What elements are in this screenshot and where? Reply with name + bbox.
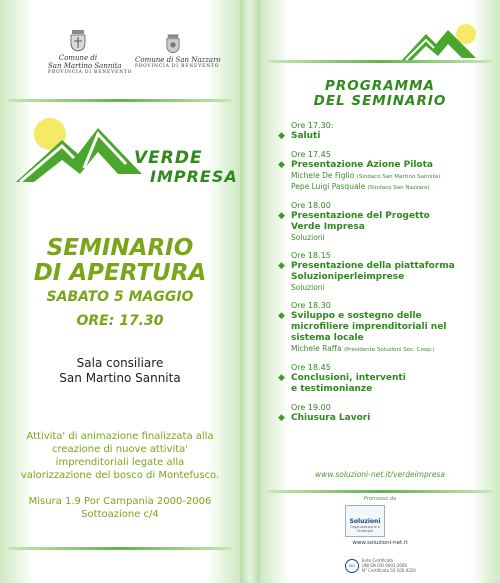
measure-line1: Misura 1.9 Por Campania 2000-2006 <box>28 496 212 507</box>
seminar-title-line2: DI APERTURA <box>33 260 207 286</box>
fold-gap <box>240 0 260 583</box>
crest-province: PROVINCIA DI BENEVENTO <box>48 70 133 75</box>
crest-name-line1: Comune di <box>58 54 98 62</box>
agenda-time: Ore 18.45 <box>291 363 331 372</box>
coat-of-arms-icon <box>70 30 86 52</box>
agenda-item <box>278 201 488 243</box>
agenda-title-line: e testimonianze <box>291 384 373 394</box>
agenda-item <box>278 301 488 355</box>
agenda-item <box>278 251 488 293</box>
agenda-title-line: Verde Impresa <box>291 222 365 232</box>
crest-name: Comune di San Nazzaro <box>135 56 221 64</box>
agenda-title-line: Conclusioni, interventi <box>291 373 406 383</box>
verde-impresa-logo-icon <box>14 112 144 184</box>
agenda-time: Ore 18.30 <box>291 301 331 310</box>
cert-line: UNI EN ISO 9001:2000 <box>362 563 408 568</box>
agenda-item <box>278 363 488 395</box>
venue-line2: San Martino Sannita <box>59 371 181 385</box>
agenda-title-line: microfiliere imprenditoriali nel <box>291 322 447 332</box>
agenda-speaker: Soluzioni <box>291 233 325 242</box>
agenda-speaker: Soluzioni <box>291 283 325 292</box>
sponsor-name: Soluzioni <box>349 518 381 525</box>
sponsor-logo <box>345 505 385 537</box>
bullet-icon: ◆ <box>278 373 285 383</box>
iso-badge-icon: ISO <box>345 559 359 573</box>
verde-impresa-mini-logo-icon <box>400 22 480 62</box>
activity-line1: Attivita' di animazione finalizzata alla <box>26 431 214 442</box>
agenda-item <box>278 150 488 193</box>
program-title-line2: DEL SEMINARIO <box>313 93 447 109</box>
venue-line1: Sala consiliare <box>76 356 164 370</box>
speaker-role: (Presidente Soluzioni Soc. Coop.) <box>343 347 435 353</box>
agenda-time: Ore 17.45 <box>291 150 331 159</box>
agenda-item <box>278 121 488 142</box>
divider-bottom-left <box>8 547 232 550</box>
agenda-speaker <box>278 171 488 182</box>
crest-name-line2: San Martino Sannita <box>48 62 122 70</box>
agenda-title-line: sistema locale <box>291 333 364 343</box>
bullet-icon: ◆ <box>278 261 285 271</box>
agenda-title: Chiusura Lavori <box>291 413 371 423</box>
seminar-time: ORE: 17.30 <box>76 313 164 329</box>
bullet-icon: ◆ <box>278 211 285 221</box>
speaker-role: (Sindaco San Nazzaro) <box>367 185 430 191</box>
promoted-by: Promosso da <box>363 496 397 502</box>
bullet-icon: ◆ <box>278 131 285 141</box>
measure-line2: Sottoazione c/4 <box>81 509 159 520</box>
certification <box>345 558 416 573</box>
sponsor-tagline: Organizzazione e Strategie <box>349 525 381 533</box>
speaker-name: Michele De Figlio <box>291 171 355 180</box>
sponsor-website[interactable]: www.soluzioni-net.it <box>352 540 408 546</box>
program-title-line1: PROGRAMMA <box>324 78 435 94</box>
speaker-name: Pepe Luigi Pasquale <box>291 182 366 191</box>
speaker-role: (Sindaco San Martino Sannita) <box>356 174 441 180</box>
agenda-time: Ore 19.00 <box>291 403 331 412</box>
agenda-speaker <box>278 182 488 193</box>
speaker-name: Michele Raffa <box>291 344 342 353</box>
logo-impresa: IMPRESA <box>150 167 238 186</box>
coat-of-arms-icon <box>166 34 180 54</box>
seminar-title-line1: SEMINARIO <box>46 235 194 261</box>
bullet-icon: ◆ <box>278 413 285 423</box>
agenda-time: Ore 17.30: <box>291 121 334 130</box>
agenda-time: Ore 18.15 <box>291 251 331 260</box>
agenda-item <box>278 403 488 424</box>
agenda-list <box>278 121 488 432</box>
agenda-title <box>291 373 406 395</box>
agenda-time: Ore 18.00 <box>291 201 331 210</box>
cert-line: N° Certificato 50 100 4320 <box>362 568 416 573</box>
seminar-date: SABATO 5 MAGGIO <box>46 289 194 305</box>
crest-san-nazzaro <box>135 34 221 70</box>
logo-verde: VERDE <box>134 148 203 168</box>
agenda-title: Presentazione Azione Pilota <box>291 160 433 170</box>
agenda-title <box>291 211 430 233</box>
cert-text <box>362 558 416 573</box>
bullet-icon: ◆ <box>278 160 285 170</box>
crest-san-martino <box>48 30 133 76</box>
activity-line4: valorizzazione del bosco di Montefusco. <box>20 470 220 481</box>
activity-line2: creazione di nuove attivita' <box>51 444 189 455</box>
crest-province: PROVINCIA DI BENEVENTO <box>135 64 220 69</box>
agenda-title-line: Presentazione del Progetto <box>291 211 430 221</box>
agenda-title-line: Soluzioniperleimprese <box>291 272 405 282</box>
agenda-title-line: Sviluppo e sostegno delle <box>291 311 422 321</box>
website-link[interactable]: www.soluzioni-net.it/verdeimpresa <box>315 470 445 479</box>
divider-bottom-right <box>268 490 492 493</box>
agenda-title: Saluti <box>291 131 321 141</box>
activity-line3: imprenditoriali legate alla <box>55 457 185 468</box>
bullet-icon: ◆ <box>278 311 285 321</box>
divider-top-left <box>8 99 232 102</box>
agenda-title <box>291 311 446 344</box>
cert-line: Ente Certificato <box>362 558 394 563</box>
agenda-speaker <box>278 344 488 355</box>
agenda-title-line: Presentazione della piattaforma <box>291 261 455 271</box>
agenda-title <box>291 261 455 283</box>
